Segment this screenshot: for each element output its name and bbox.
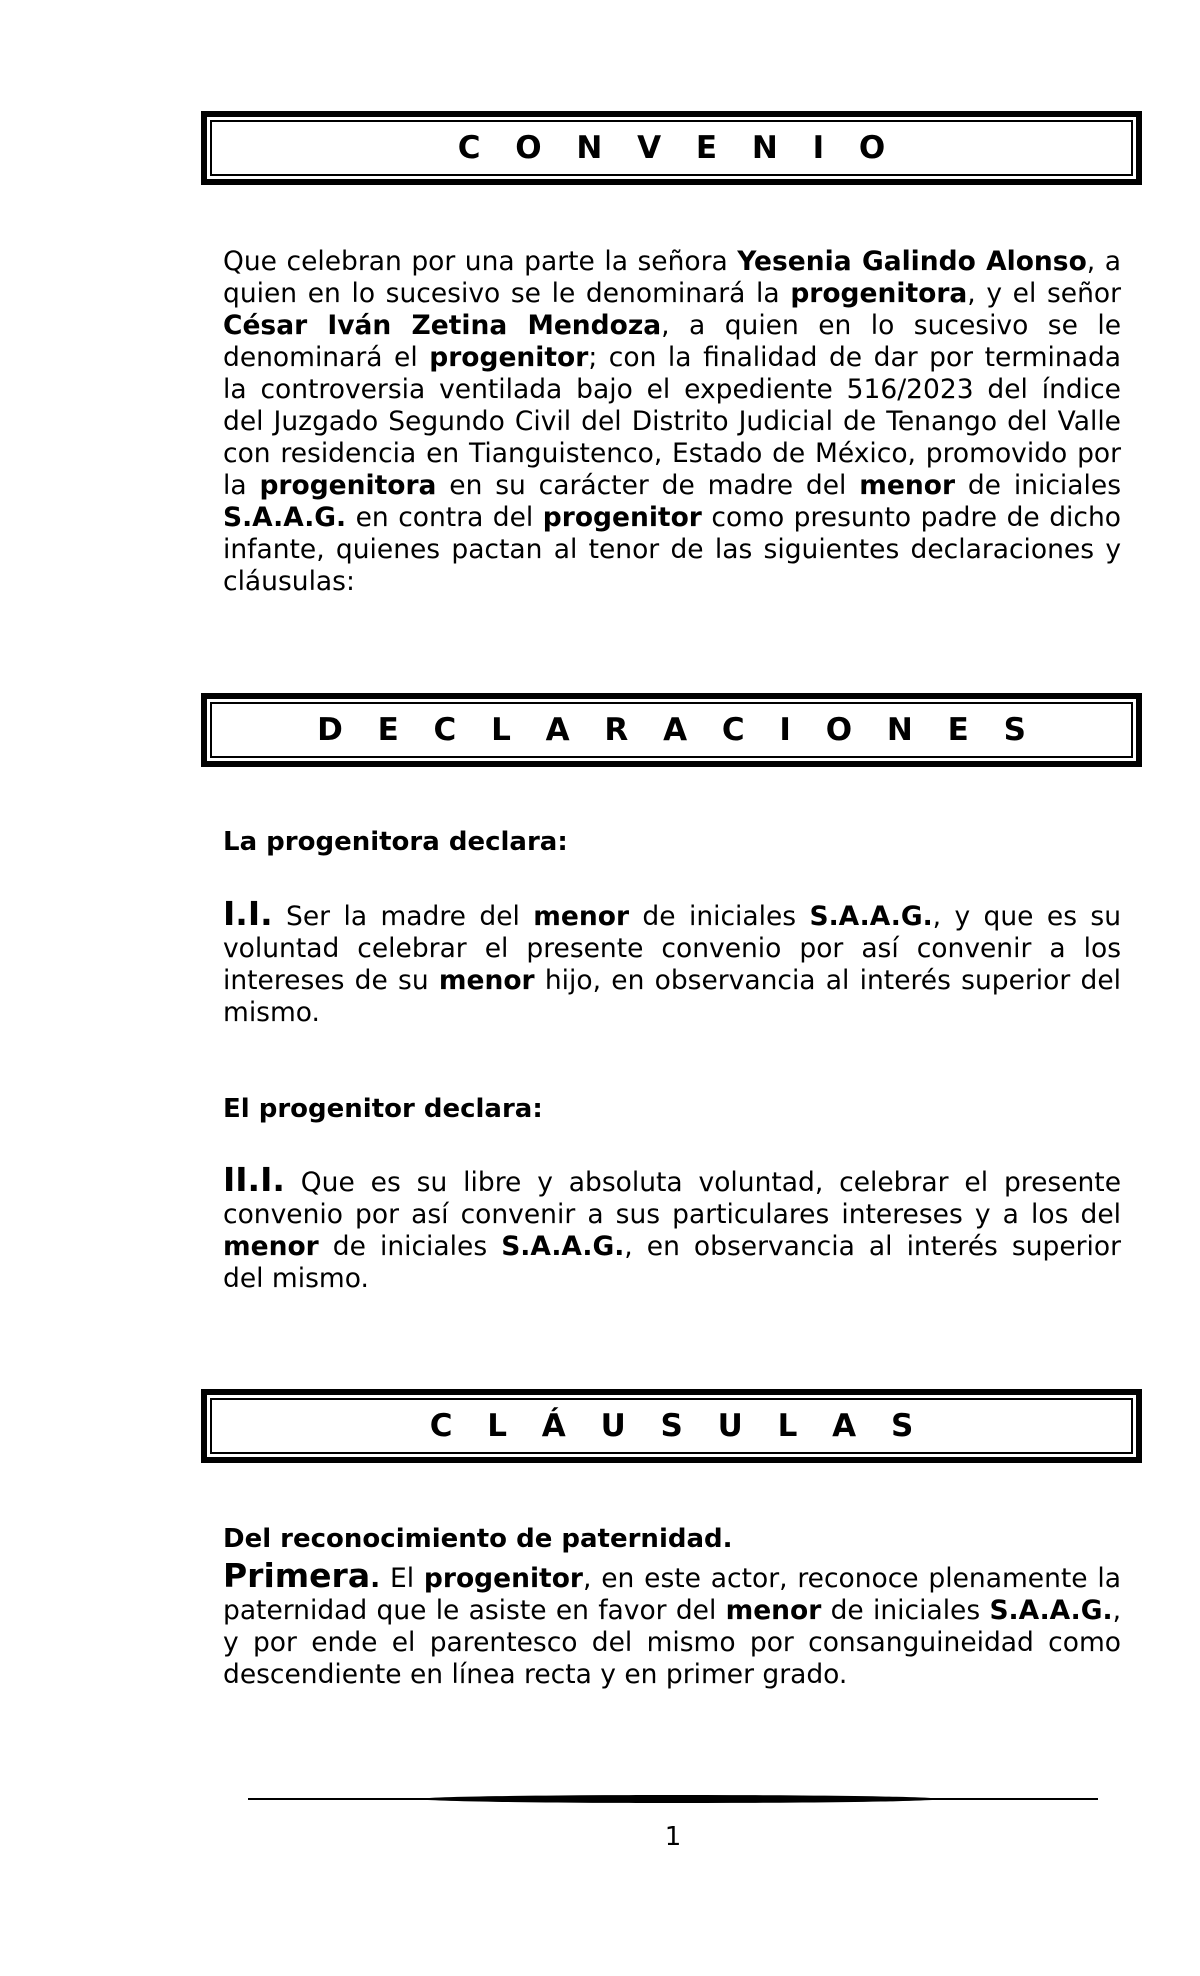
padre-nombre: César Iván Zetina Mendoza [223,310,662,341]
intro-paragraph: Que celebran por una parte la señora Yesenia Galindo Alonso, a quien en lo sucesivo se le denominará la progenitora, y el señor César Iván Zetina Mendoza, a quien en lo sucesivo se le denominará el progenitor; con la finalidad de dar por terminada la controversia ventilada bajo el expediente 516/2023 del índice del Juzgado Segundo Civil del Distrito Judicial de Tenango del Valle con residencia en Tianguistenco, Estado de México, promovido por la progenitora en su carácter de madre del menor de iniciales S.A.A.G. en contra del progenitor como presunto padre de dicho infante, quienes pactan al tenor de las siguientes declaraciones y cláusulas: [223,246,1122,597]
progenitora-declara-heading: La progenitora declara: [223,827,568,857]
declaraciones-title-box [201,693,1142,767]
convenio-title-inner [210,120,1133,176]
page-number: 1 [664,1822,682,1852]
clausula-primera-num: Primera [223,1556,371,1595]
clausulas-title-box [201,1389,1142,1463]
clausulas-title: C L Á U S U L A S [429,1408,926,1444]
declaraciones-title: D E C L A R A C I O N E S [317,712,1038,748]
declaraciones-title-inner [210,702,1133,758]
declaracion-madre: I.I. Ser la madre del menor de iniciales S.A.A.G., y que es su voluntad celebrar el presente convenio por así convenir a los intereses de su menor hijo, en observancia al interés superior del mismo. [223,894,1122,1028]
progenitor-declara-heading: El progenitor declara: [223,1094,543,1124]
clausula-primera: Primera. El progenitor, en este actor, reconoce plenamente la paternidad que le asiste en favor del menor de iniciales S.A.A.G., y por ende el parentesco del mismo por consanguineidad como descendiente en línea recta y en primer grado. [223,1556,1121,1690]
footer-rule-accent [420,1795,940,1803]
reconocimiento-heading: Del reconocimiento de paternidad. [223,1524,733,1554]
convenio-title: C O N V E N I O [457,130,898,166]
convenio-title-box [201,111,1142,185]
clausulas-title-inner [210,1398,1133,1454]
declaracion-padre: II.I. Que es su libre y absoluta voluntad, celebrar el presente convenio por así convenir a sus particulares intereses y a los del menor de iniciales S.A.A.G., en observancia al interés superior del mismo. [223,1160,1121,1294]
declaracion-padre-num: II.I. [223,1160,285,1199]
madre-nombre: Yesenia Galindo Alonso [737,246,1087,277]
declaracion-madre-num: I.I. [223,894,273,933]
